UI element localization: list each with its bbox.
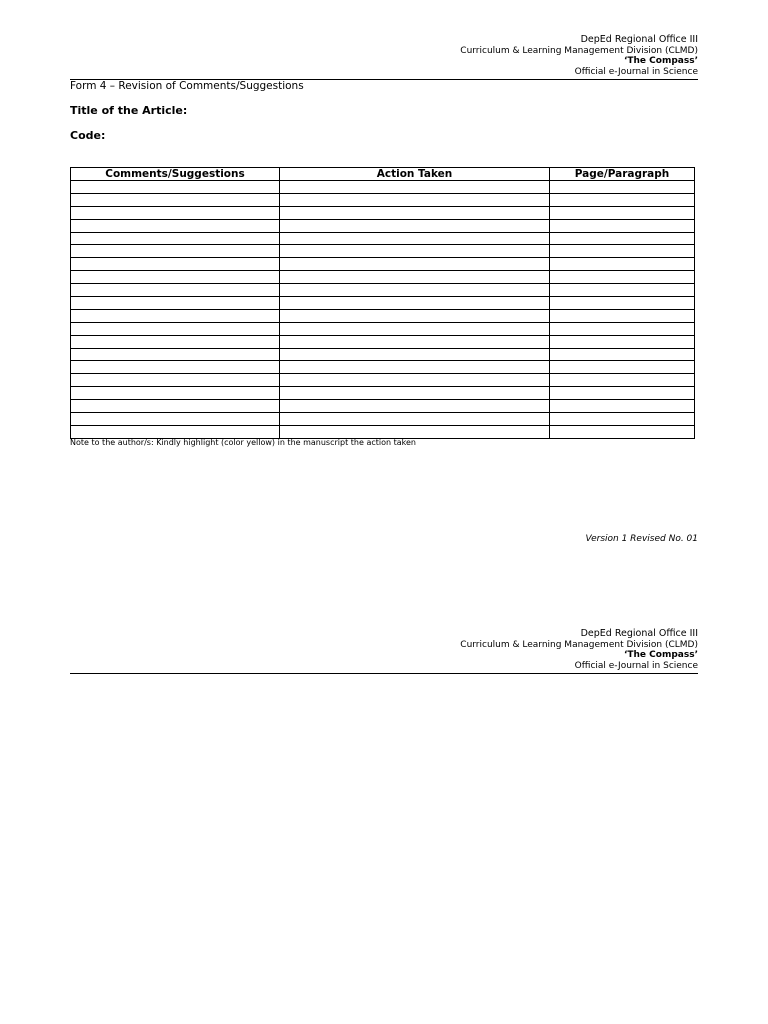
- comment-cell[interactable]: [71, 425, 280, 438]
- table-row: [71, 232, 695, 245]
- comment-cell[interactable]: [71, 284, 280, 297]
- action-cell[interactable]: [280, 181, 550, 194]
- page-cell[interactable]: [550, 400, 695, 413]
- comment-cell[interactable]: [71, 181, 280, 194]
- page-cell[interactable]: [550, 322, 695, 335]
- page-cell[interactable]: [550, 181, 695, 194]
- comment-cell[interactable]: [71, 206, 280, 219]
- author-note: Note to the author/s: Kindly highlight (color yellow) in the manuscript the action taken: [70, 438, 416, 447]
- page-cell[interactable]: [550, 425, 695, 438]
- action-cell[interactable]: [280, 284, 550, 297]
- table-row: [71, 335, 695, 348]
- page-cell[interactable]: [550, 297, 695, 310]
- page-cell[interactable]: [550, 309, 695, 322]
- table-row: [71, 245, 695, 258]
- comment-cell[interactable]: [71, 245, 280, 258]
- table-row: [71, 348, 695, 361]
- page-cell[interactable]: [550, 335, 695, 348]
- header-comments: Comments/Suggestions: [71, 168, 280, 181]
- table-row: [71, 206, 695, 219]
- page2-header: [70, 629, 698, 671]
- page-cell[interactable]: [550, 232, 695, 245]
- action-cell[interactable]: [280, 413, 550, 426]
- header-subtitle: Official e-Journal in Science: [574, 66, 698, 77]
- comment-cell[interactable]: [71, 193, 280, 206]
- page-cell[interactable]: [550, 271, 695, 284]
- table-row: [71, 425, 695, 438]
- page-cell[interactable]: [550, 258, 695, 271]
- table-row: [71, 271, 695, 284]
- page-cell[interactable]: [550, 245, 695, 258]
- comment-cell[interactable]: [71, 387, 280, 400]
- comment-cell[interactable]: [71, 219, 280, 232]
- action-cell[interactable]: [280, 206, 550, 219]
- table-row: [71, 374, 695, 387]
- table-row: [71, 400, 695, 413]
- comment-cell[interactable]: [71, 322, 280, 335]
- action-cell[interactable]: [280, 348, 550, 361]
- action-cell[interactable]: [280, 400, 550, 413]
- action-cell[interactable]: [280, 297, 550, 310]
- table-header-row: [71, 168, 695, 181]
- action-cell[interactable]: [280, 232, 550, 245]
- action-cell[interactable]: [280, 374, 550, 387]
- action-cell[interactable]: [280, 335, 550, 348]
- page-cell[interactable]: [550, 206, 695, 219]
- action-cell[interactable]: [280, 322, 550, 335]
- comment-cell[interactable]: [71, 361, 280, 374]
- table-row: [71, 284, 695, 297]
- comment-cell[interactable]: [71, 348, 280, 361]
- page-cell[interactable]: [550, 284, 695, 297]
- page-header: [70, 35, 698, 77]
- table-row: [71, 309, 695, 322]
- header-division: Curriculum & Learning Management Division (CLMD): [460, 639, 698, 650]
- table-row: [71, 387, 695, 400]
- action-cell[interactable]: [280, 309, 550, 322]
- comment-cell[interactable]: [71, 309, 280, 322]
- header-org: DepEd Regional Office III: [580, 628, 698, 639]
- header-page-paragraph: Page/Paragraph: [550, 168, 695, 181]
- table-row: [71, 219, 695, 232]
- header-org: DepEd Regional Office III: [580, 34, 698, 45]
- action-cell[interactable]: [280, 271, 550, 284]
- comment-cell[interactable]: [71, 258, 280, 271]
- page-cell[interactable]: [550, 387, 695, 400]
- table-row: [71, 413, 695, 426]
- header-division: Curriculum & Learning Management Division (CLMD): [460, 45, 698, 56]
- action-cell[interactable]: [280, 361, 550, 374]
- comment-cell[interactable]: [71, 335, 280, 348]
- action-cell[interactable]: [280, 219, 550, 232]
- code-label: Code:: [70, 129, 106, 142]
- table-row: [71, 322, 695, 335]
- action-cell[interactable]: [280, 245, 550, 258]
- table-row: [71, 181, 695, 194]
- action-cell[interactable]: [280, 387, 550, 400]
- action-cell[interactable]: [280, 258, 550, 271]
- page2-header-divider: [70, 673, 698, 674]
- comment-cell[interactable]: [71, 400, 280, 413]
- page-cell[interactable]: [550, 413, 695, 426]
- header-journal: ‘The Compass’: [623, 56, 698, 66]
- comment-cell[interactable]: [71, 232, 280, 245]
- page-cell[interactable]: [550, 193, 695, 206]
- table-body: [71, 181, 695, 439]
- page-cell[interactable]: [550, 361, 695, 374]
- table-row: [71, 361, 695, 374]
- table-row: [71, 297, 695, 310]
- table-row: [71, 258, 695, 271]
- article-title-label: Title of the Article:: [70, 104, 188, 117]
- revision-table: [70, 167, 695, 439]
- header-action-taken: Action Taken: [280, 168, 550, 181]
- page-cell[interactable]: [550, 374, 695, 387]
- page-cell[interactable]: [550, 348, 695, 361]
- action-cell[interactable]: [280, 193, 550, 206]
- comment-cell[interactable]: [71, 413, 280, 426]
- header-journal: ‘The Compass’: [623, 650, 698, 660]
- comment-cell[interactable]: [71, 297, 280, 310]
- table-row: [71, 193, 695, 206]
- comment-cell[interactable]: [71, 271, 280, 284]
- version-label: Version 1 Revised No. 01: [585, 534, 698, 544]
- page-cell[interactable]: [550, 219, 695, 232]
- header-subtitle: Official e-Journal in Science: [574, 660, 698, 671]
- comment-cell[interactable]: [71, 374, 280, 387]
- action-cell[interactable]: [280, 425, 550, 438]
- form-title: Form 4 – Revision of Comments/Suggestions: [70, 80, 304, 92]
